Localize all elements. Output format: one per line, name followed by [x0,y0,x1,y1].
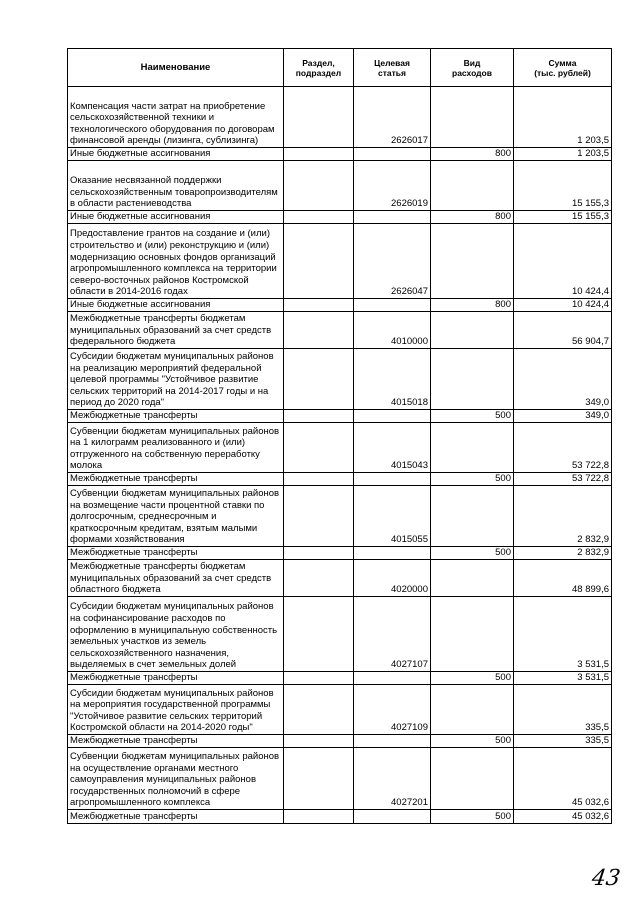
header-section-line1: Раздел, [302,57,335,68]
row-name: Межбюджетные трансферты [68,473,284,486]
header-article-line2: статья [378,67,406,78]
row-amount: 335,5 [514,685,612,735]
row-name: Межбюджетные трансферты бюджетам муниципальных образований за счет средств федерального бюджета [68,312,284,349]
row-amount: 1 203,5 [514,148,612,161]
row-article [354,211,431,224]
header-exptype-line1: Вид [463,57,481,68]
table-row [68,224,612,299]
row-amount: 10 424,4 [514,224,612,299]
row-amount: 15 155,3 [514,161,612,211]
row-section [284,299,354,312]
table-row [68,349,612,410]
row-name: Субвенции бюджетам муниципальных районов на 1 килограмм реализованного и (или) отгруженного на собственную переработку молока [68,423,284,473]
row-name: Межбюджетные трансферты [68,810,284,824]
row-exptype [431,685,514,735]
table-row [68,597,612,672]
row-section [284,161,354,211]
row-exptype [431,87,514,148]
header-name: Наименование [68,49,284,87]
row-exptype [431,224,514,299]
header-amount-line1: Сумма [548,57,577,68]
table-row [68,87,612,148]
row-article: 4015043 [354,423,431,473]
row-exptype: 800 [431,299,514,312]
table-row [68,486,612,547]
row-amount: 10 424,4 [514,299,612,312]
header-exptype-line2: расходов [452,67,492,78]
header-amount [514,49,612,87]
row-amount: 1 203,5 [514,87,612,148]
row-name: Иные бюджетные ассигнования [68,148,284,161]
row-name: Субвенции бюджетам муниципальных районов на осуществление органами местного самоуправления муниципальных районов государственных полномочий в сфере агропромышленного комплекса [68,748,284,810]
row-exptype: 800 [431,148,514,161]
row-name: Межбюджетные трансферты [68,672,284,685]
row-section [284,312,354,349]
row-exptype [431,597,514,672]
row-section [284,211,354,224]
table-row [68,810,612,824]
row-section [284,349,354,410]
row-section [284,148,354,161]
table-row [68,560,612,597]
row-amount: 45 032,6 [514,810,612,824]
header-section [284,49,354,87]
row-article [354,547,431,560]
table-row [68,312,612,349]
row-section [284,685,354,735]
row-amount: 2 832,9 [514,486,612,547]
table-row [68,211,612,224]
row-article [354,735,431,748]
header-amount-line2: (тыс. рублей) [534,67,591,78]
row-exptype [431,349,514,410]
row-exptype: 500 [431,735,514,748]
budget-table [67,48,612,824]
row-section [284,810,354,824]
row-name: Субсидии бюджетам муниципальных районов на мероприятия государственной программы "Устойчивое развитие сельских территорий Костромской области на 2014-2020 годы" [68,685,284,735]
row-name: Субсидии бюджетам муниципальных районов на реализацию мероприятий федеральной целевой программы "Устойчивое развитие сельских территорий на 2014-2017 годы и на период до 2020 года" [68,349,284,410]
table-row [68,148,612,161]
table-row [68,161,612,211]
table-row [68,735,612,748]
row-amount: 48 899,6 [514,560,612,597]
table-row [68,410,612,423]
row-exptype: 500 [431,810,514,824]
row-name: Иные бюджетные ассигнования [68,211,284,224]
row-name: Межбюджетные трансферты [68,547,284,560]
row-amount: 3 531,5 [514,597,612,672]
row-name: Межбюджетные трансферты [68,410,284,423]
row-amount: 45 032,6 [514,748,612,810]
row-amount: 3 531,5 [514,672,612,685]
row-section [284,560,354,597]
header-exptype [431,49,514,87]
row-section [284,473,354,486]
table-header [68,49,612,87]
row-section [284,672,354,685]
row-article [354,148,431,161]
row-article: 4015018 [354,349,431,410]
row-section [284,423,354,473]
row-name: Оказание несвязанной поддержки сельскохозяйственным товаропроизводителям в области растениеводства [68,161,284,211]
row-article [354,672,431,685]
row-article: 2626047 [354,224,431,299]
row-exptype: 500 [431,672,514,685]
header-section-line2: подраздел [295,67,342,78]
row-article: 4027201 [354,748,431,810]
row-amount: 349,0 [514,349,612,410]
row-section [284,748,354,810]
row-article: 4027107 [354,597,431,672]
table-row [68,547,612,560]
row-article: 2626017 [354,87,431,148]
row-amount: 56 904,7 [514,312,612,349]
row-article [354,473,431,486]
row-section [284,410,354,423]
row-amount: 15 155,3 [514,211,612,224]
table-row [68,748,612,810]
row-article: 2626019 [354,161,431,211]
row-name: Субсидии бюджетам муниципальных районов на софинансирование расходов по оформлению в муниципальную собственность земельных участков из земель сельскохозяйственного назначения, выделяемых в счет земельных долей [68,597,284,672]
row-article [354,810,431,824]
row-article: 4010000 [354,312,431,349]
row-section [284,735,354,748]
row-name: Субвенции бюджетам муниципальных районов на возмещение части процентной ставки по долгосрочным, среднесрочным и краткосрочным кредитам, взятым малыми формами хозяйствования [68,486,284,547]
row-section [284,87,354,148]
row-exptype: 500 [431,547,514,560]
table-row [68,423,612,473]
header-article [354,49,431,87]
row-name: Иные бюджетные ассигнования [68,299,284,312]
table-row [68,299,612,312]
row-exptype [431,161,514,211]
row-section [284,224,354,299]
row-amount: 335,5 [514,735,612,748]
row-name: Предоставление грантов на создание и (или) строительство и (или) реконструкцию и (или) модернизацию основных фондов организаций агропромышленного комплекса на территории северо-восточных районов Костромской области в 2014-2016 годах [68,224,284,299]
row-exptype [431,486,514,547]
row-amount: 53 722,8 [514,423,612,473]
row-name: Компенсация части затрат на приобретение сельскохозяйственной техники и технологического оборудования по договорам финансовой аренды (лизинга, сублизинга) [68,87,284,148]
row-exptype [431,560,514,597]
row-amount: 53 722,8 [514,473,612,486]
table-row [68,473,612,486]
row-amount: 2 832,9 [514,547,612,560]
header-row [68,49,612,87]
row-article: 4027109 [354,685,431,735]
row-exptype: 500 [431,473,514,486]
row-section [284,486,354,547]
row-amount: 349,0 [514,410,612,423]
row-article [354,299,431,312]
row-article: 4015055 [354,486,431,547]
row-article: 4020000 [354,560,431,597]
row-exptype [431,312,514,349]
table-row [68,672,612,685]
row-exptype: 500 [431,410,514,423]
row-name: Межбюджетные трансферты бюджетам муниципальных образований за счет средств областного бюджета [68,560,284,597]
page-number: 43 [590,866,622,891]
table-body [68,87,612,824]
row-exptype: 800 [431,211,514,224]
row-article [354,410,431,423]
row-exptype [431,423,514,473]
table-row [68,685,612,735]
row-section [284,547,354,560]
row-name: Межбюджетные трансферты [68,735,284,748]
row-exptype [431,748,514,810]
header-article-line1: Целевая [374,57,410,68]
row-section [284,597,354,672]
